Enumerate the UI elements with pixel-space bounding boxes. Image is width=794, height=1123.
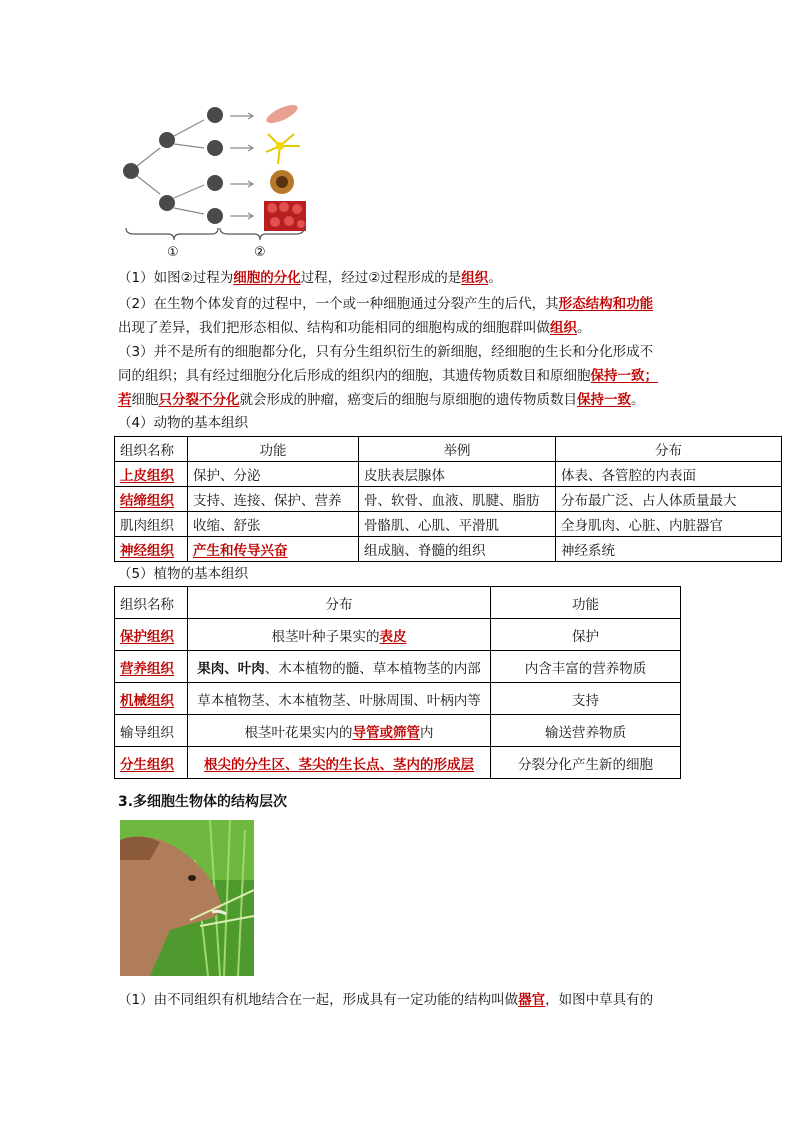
table-cell — [188, 715, 491, 747]
table-cell: 内含丰富的营养物质 — [491, 651, 681, 683]
table-row — [115, 537, 782, 562]
table-row — [115, 651, 681, 683]
table-cell: 组织名称 — [115, 437, 188, 462]
text-run: （5）植物的基本组织 — [118, 566, 249, 582]
table-cell: 分布最广泛、占人体质量最大 — [556, 487, 782, 512]
cell-dot — [159, 132, 175, 148]
plant-tissue-table — [114, 586, 681, 779]
table-cell: 组织名称 — [115, 587, 188, 619]
table-cell: 根尖的分生区、茎尖的生长点、茎内的形成层 — [188, 747, 491, 779]
table-cell — [188, 619, 491, 651]
text-run: 根茎叶种子果实的 — [271, 628, 380, 645]
table-cell: 组成脑、脊髓的组织 — [359, 537, 556, 562]
text-run: （1）由不同组织有机地结合在一起，形成具有一定功能的结构叫做 — [118, 992, 519, 1008]
cell-differentiation-diagram — [112, 98, 332, 263]
table-cell: 收缩、舒张 — [188, 512, 359, 537]
table-cell: 骨、软骨、血液、肌腱、脂肪 — [359, 487, 556, 512]
table-cell: 支持 — [491, 683, 681, 715]
paragraph-2-cont — [118, 318, 591, 338]
table-cell: 全身肌肉、心脏、内脏器官 — [556, 512, 782, 537]
table-cell: 上皮组织 — [115, 462, 188, 487]
table-row — [115, 462, 782, 487]
muscle-cell-image — [264, 101, 300, 126]
nerve-cell-image — [266, 134, 300, 164]
answer: 形态结构和功能 — [558, 296, 654, 312]
table-cell — [188, 651, 491, 683]
text-run: 内 — [420, 724, 434, 741]
text-run: 。 — [577, 320, 591, 336]
paragraph-1 — [118, 268, 502, 288]
section-heading: 3.多细胞生物体的结构层次 — [118, 794, 288, 810]
table-cell: 支持、连接、保护、营养 — [188, 487, 359, 512]
text-run: 导管或筛管 — [352, 724, 420, 741]
table-cell: 功能 — [491, 587, 681, 619]
cell-dot — [207, 107, 223, 123]
table-cell: 草本植物茎、木本植物茎、叶脉周围、叶柄内等 — [188, 683, 491, 715]
table-cell: 保护组织 — [115, 619, 188, 651]
text-run: 。 — [631, 392, 645, 408]
table-row — [115, 715, 681, 747]
section-plant-tissue — [118, 564, 248, 584]
table-cell: 分布 — [188, 587, 491, 619]
table-cell: 产生和传导兴奋 — [188, 537, 359, 562]
table-header-row — [115, 587, 681, 619]
table-cell: 功能 — [188, 437, 359, 462]
table-cell: 骨骼肌、心肌、平滑肌 — [359, 512, 556, 537]
text-run: 出现了差异，我们把形态相似、结构和功能相同的细胞构成的细胞群叫做 — [118, 320, 550, 336]
table-cell: 神经系统 — [556, 537, 782, 562]
table-header-row — [115, 437, 782, 462]
table-cell: 分裂分化产生新的细胞 — [491, 747, 681, 779]
table-cell: 输导组织 — [115, 715, 188, 747]
text-run: 同的组织；具有经过细胞分化后形成的组织内的细胞，其遗传物质数目和原细胞 — [118, 368, 591, 384]
text-run: 细胞 — [131, 392, 159, 408]
cell-dot — [123, 163, 139, 179]
table-cell: 肌肉组织 — [115, 512, 188, 537]
table-cell: 举例 — [359, 437, 556, 462]
answer: 若 — [118, 392, 132, 408]
table-row — [115, 512, 782, 537]
text-run: 。 — [488, 270, 502, 286]
cell-dot — [159, 195, 175, 211]
table-cell: 结缔组织 — [115, 487, 188, 512]
table-row — [115, 683, 681, 715]
section-animal-tissue — [118, 413, 248, 433]
text-run: 过程，经过②过程形成的是 — [300, 270, 462, 286]
cell-dot — [207, 208, 223, 224]
animal-tissue-table — [114, 436, 782, 562]
cell-dot — [207, 175, 223, 191]
paragraph-3 — [118, 342, 653, 362]
paragraph-3-cont — [118, 366, 658, 386]
paragraph-organ — [118, 990, 653, 1010]
table-cell: 营养组织 — [115, 651, 188, 683]
text-run: （3）并不是所有的细胞都分化，只有分生组织衍生的新细胞，经细胞的生长和分化形成不 — [118, 344, 654, 360]
paragraph-2 — [118, 294, 653, 314]
answer: 组织 — [461, 270, 489, 286]
table-row — [115, 619, 681, 651]
table-cell: 保护、分泌 — [188, 462, 359, 487]
answer: 只分裂不分化 — [158, 392, 240, 408]
text-run: （2）在生物个体发育的过程中，一个或一种细胞通过分裂产生的后代，其 — [118, 296, 559, 312]
answer: 保持一致 — [577, 392, 631, 408]
text-run: 根茎叶花果实内的 — [244, 724, 353, 741]
table-cell: 分布 — [556, 437, 782, 462]
diagram-label-1: ① — [167, 245, 179, 260]
table-cell: 保护 — [491, 619, 681, 651]
table-row — [115, 747, 681, 779]
diagram-label-2: ② — [254, 245, 266, 260]
table-row — [115, 487, 782, 512]
table-cell: 体表、各管腔的内表面 — [556, 462, 782, 487]
table-cell: 分生组织 — [115, 747, 188, 779]
text-run: （1）如图②过程为 — [118, 270, 234, 286]
text-run: ，如图中草具有的 — [545, 992, 654, 1008]
answer: 器官 — [518, 992, 546, 1008]
table-cell: 机械组织 — [115, 683, 188, 715]
table-cell: 神经组织 — [115, 537, 188, 562]
answer: 组织 — [550, 320, 577, 336]
text-run: 、木本植物的髓、草本植物茎的内部 — [264, 660, 481, 677]
text-run: 表皮 — [379, 628, 407, 645]
sheep-eating-grass-photo — [120, 820, 254, 976]
table-cell: 输送营养物质 — [491, 715, 681, 747]
text-run: 果肉、叶肉 — [197, 660, 265, 677]
text-run: （4）动物的基本组织 — [118, 415, 249, 431]
cell-dot — [207, 140, 223, 156]
text-run: 就会形成的肿瘤，癌变后的细胞与原细胞的遗传物质数目 — [239, 392, 577, 408]
table-cell: 皮肤表层腺体 — [359, 462, 556, 487]
paragraph-3-cont2 — [118, 390, 645, 410]
answer: 细胞的分化 — [233, 270, 301, 286]
answer: 保持一致； — [590, 368, 658, 384]
